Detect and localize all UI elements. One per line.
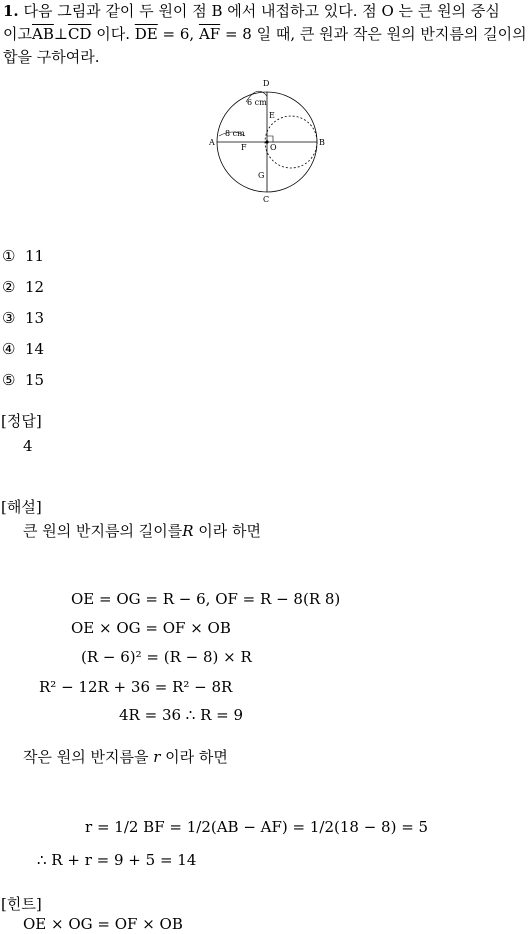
question-text-3: 합을 구하여라. [3, 48, 100, 66]
question-text-2a: 이고 [3, 25, 32, 43]
solution-intro [23, 521, 261, 541]
solution-intro-r: R [182, 522, 194, 540]
question-text-2c: = 6, [157, 25, 199, 43]
label-6cm: 6 cm [247, 98, 267, 107]
solution-eq-2: OE × OG = OF × OB [71, 619, 231, 637]
segment-ab: $\overline{AB}$ [31, 25, 54, 43]
solution-small-text: 작은 원의 반지름을 [23, 748, 154, 766]
question-number: 1. [3, 2, 19, 20]
solution-eq-3: (R − 6)² = (R − 8) × R [81, 648, 252, 666]
answer-heading: [정답] [1, 412, 42, 430]
point-o [265, 140, 268, 143]
question-text-1: 다음 그림과 같이 두 원이 점 B 에서 내접하고 있다. 점 O 는 큰 원의 중심 [23, 2, 500, 20]
circle-figure [205, 74, 335, 208]
solution-eq-6: r = 1/2 BF = 1/2(AB − AF) = 1/2(18 − 8) = 5 [85, 818, 429, 836]
solution-eq-1: OE = OG = R − 6, OF = R − 8(R 8) [71, 590, 341, 608]
choice-value-4: 14 [25, 340, 45, 358]
hint-heading: [힌트] [1, 895, 42, 913]
choice-1[interactable] [2, 246, 44, 266]
choice-mark-5: ⑤ [2, 371, 16, 389]
label-o: O [270, 143, 277, 152]
solution-eq-5: 4R = 36 ∴ R = 9 [119, 706, 244, 724]
label-g: G [258, 171, 265, 180]
choice-value-3: 13 [25, 309, 45, 327]
label-a: A [209, 138, 215, 147]
solution-intro-text: 큰 원의 반지름의 길이를 [23, 522, 183, 540]
solution-heading: [해설] [1, 498, 42, 516]
question-line-1 [3, 1, 500, 21]
question-text-2b: 이다. [91, 25, 135, 43]
hint-equation: OE × OG = OF × OB [23, 915, 183, 933]
choice-4[interactable] [2, 339, 44, 359]
choice-3[interactable] [2, 308, 44, 328]
segment-af: $\overline{AF}$ [198, 25, 221, 43]
label-e: E [269, 111, 275, 120]
choice-mark-2: ② [2, 278, 16, 296]
choice-value-1: 11 [25, 247, 45, 265]
perp-symbol: ⊥ [53, 25, 68, 43]
question-line-3 [3, 47, 99, 67]
solution-eq-7: ∴ R + r = 9 + 5 = 14 [37, 851, 197, 869]
label-8cm: 8 cm [225, 129, 245, 138]
solution-small-r: r [153, 748, 161, 766]
choice-2[interactable] [2, 277, 44, 297]
choice-value-5: 15 [25, 371, 45, 389]
solution-small-intro [23, 747, 228, 767]
solution-eq-4: R² − 12R + 36 = R² − 8R [39, 678, 233, 696]
segment-cd: $\overline{CD}$ [67, 25, 92, 43]
choice-5[interactable] [2, 370, 44, 390]
question-line-2 [3, 24, 527, 44]
choice-mark-4: ④ [2, 340, 16, 358]
segment-de: $\overline{DE}$ [134, 25, 158, 43]
label-b: B [319, 138, 325, 147]
question-text-2d: = 8 일 때, 큰 원과 작은 원의 반지름의 길이의 [220, 25, 527, 43]
label-d: D [263, 79, 270, 88]
label-c: C [263, 195, 270, 204]
choice-mark-1: ① [2, 247, 16, 265]
answer-value: 4 [23, 437, 33, 455]
solution-intro-tail: 이라 하면 [193, 522, 262, 540]
label-f: F [241, 143, 247, 152]
choice-mark-3: ③ [2, 309, 16, 327]
solution-small-tail: 이라 하면 [160, 748, 228, 766]
choice-value-2: 12 [25, 278, 45, 296]
